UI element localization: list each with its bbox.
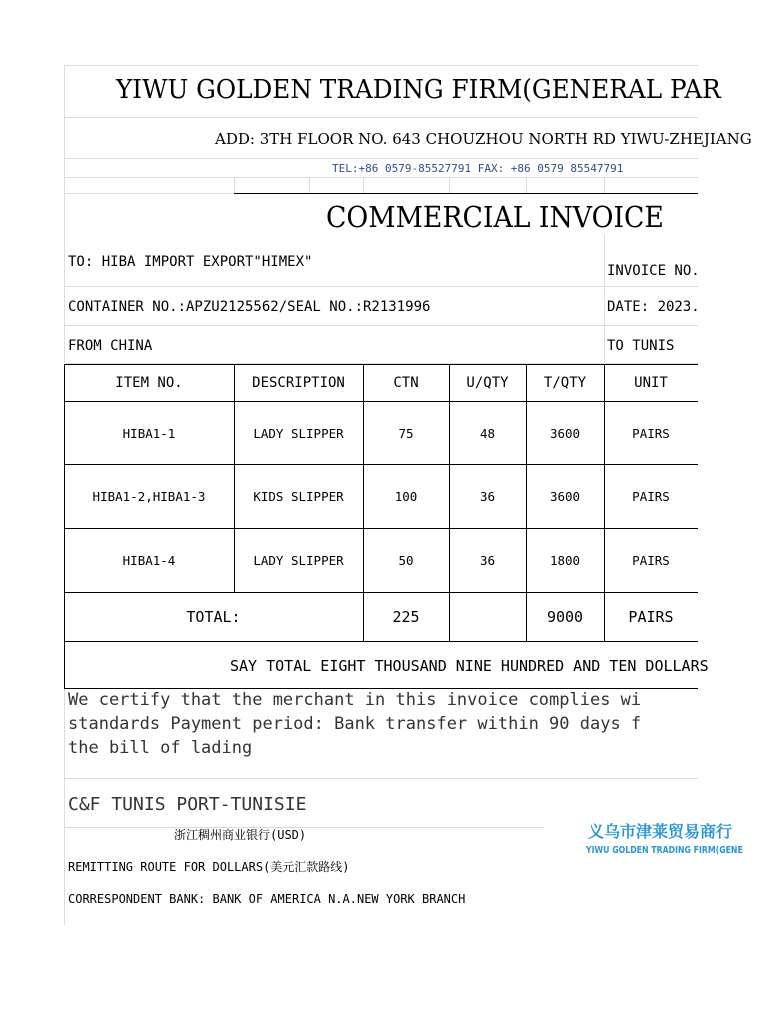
column-header-description: DESCRIPTION xyxy=(252,375,345,391)
invoice-date: DATE: 2023. xyxy=(607,299,700,315)
total-unit: PAIRS xyxy=(628,608,674,626)
cell-total-qty: 1800 xyxy=(549,553,581,568)
stamp-english-name: YIWU GOLDEN TRADING FIRM(GENE xyxy=(586,845,743,856)
document-title: COMMERCIAL INVOICE xyxy=(326,200,664,234)
column-header-ctn: CTN xyxy=(393,375,419,391)
invoice-sheet xyxy=(64,65,752,925)
remitting-route: REMITTING ROUTE FOR DOLLARS(美元汇款路线) xyxy=(68,860,350,874)
column-header-unit: UNIT xyxy=(634,375,668,391)
company-chop-stamp xyxy=(584,817,743,867)
cell-ctn: 100 xyxy=(394,489,418,504)
port-of-loading: FROM CHINA xyxy=(68,338,153,354)
cell-unit-qty: 36 xyxy=(479,489,496,504)
column-header-total-qty: T/QTY xyxy=(543,375,587,391)
stamp-chinese-name: 义乌市津莱贸易商行 xyxy=(588,822,733,841)
amount-in-words: SAY TOTAL EIGHT THOUSAND NINE HUNDRED AND TEN DOLLARS xyxy=(230,657,709,675)
total-ctn: 225 xyxy=(392,608,420,626)
correspondent-bank: CORRESPONDENT BANK: BANK OF AMERICA N.A.NEW YORK BRANCH xyxy=(68,892,466,906)
total-label: TOTAL: xyxy=(186,608,241,626)
trade-terms: C&F TUNIS PORT-TUNISIE xyxy=(68,794,307,815)
cell-unit-qty: 36 xyxy=(479,553,496,568)
certification-statement: We certify that the merchant in this invoice complies wi standards Payment period: Bank transfer within 90 days f the bill of lading xyxy=(68,690,642,758)
column-header-unit-qty: U/QTY xyxy=(466,375,509,391)
column-header-item-no: ITEM NO. xyxy=(115,375,183,391)
cell-unit: PAIRS xyxy=(632,553,670,568)
cell-description: LADY SLIPPER xyxy=(253,553,344,568)
cell-total-qty: 3600 xyxy=(549,425,581,441)
cell-unit-qty: 48 xyxy=(479,425,496,441)
total-unit-qty xyxy=(449,593,526,641)
cell-description: KIDS SLIPPER xyxy=(253,489,344,504)
invoice-number-label: INVOICE NO. xyxy=(607,263,700,279)
cell-unit: PAIRS xyxy=(632,489,670,504)
bill-to: TO: HIBA IMPORT EXPORT"HIMEX" xyxy=(68,254,313,270)
port-of-destination: TO TUNIS xyxy=(607,338,675,354)
cell-unit: PAIRS xyxy=(632,425,670,441)
cell-total-qty: 3600 xyxy=(549,489,581,504)
company-address: ADD: 3TH FLOOR NO. 643 CHOUZHOU NORTH RD YIWU-ZHEJIANG xyxy=(215,130,752,148)
cell-item-no: HIBA1-4 xyxy=(122,553,176,568)
cell-ctn: 75 xyxy=(398,425,414,441)
company-contact: TEL:+86 0579-85527791 FAX: +86 0579 85547791 xyxy=(332,162,624,175)
company-name: YIWU GOLDEN TRADING FIRM(GENERAL PAR xyxy=(116,75,721,105)
container-seal-number: CONTAINER NO.:APZU2125562/SEAL NO.:R2131996 xyxy=(68,299,431,315)
cell-item-no: HIBA1-1 xyxy=(122,425,176,441)
cell-description: LADY SLIPPER xyxy=(253,425,344,441)
total-qty: 9000 xyxy=(546,608,584,626)
cell-item-no: HIBA1-2,HIBA1-3 xyxy=(92,489,206,504)
bank-name: 浙江稠州商业银行(USD) xyxy=(174,828,307,842)
cell-ctn: 50 xyxy=(398,553,414,568)
